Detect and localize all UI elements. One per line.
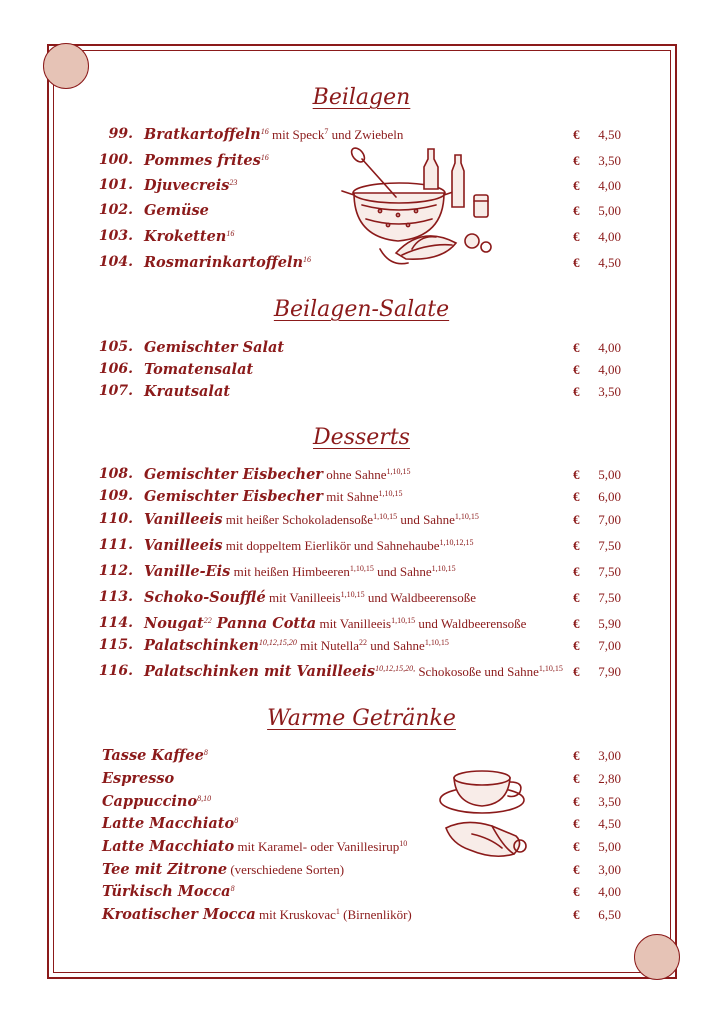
item-description [323,467,411,482]
description-text: mit Vanilleeis [316,616,392,631]
section-title-beilagen: Beilagen [312,85,411,110]
euro-sign: € [573,127,580,142]
description-text: mit Vanilleeis [265,590,341,605]
corner-ornament-top-left [43,43,89,89]
euro-sign: € [573,538,580,553]
item-name: Espresso [102,770,175,787]
item-description [269,127,404,142]
item-description [223,538,474,553]
item-name: Krautsalat [144,383,231,400]
item-allergen-codes: 16 [226,229,235,238]
item-price: 7,50 [598,590,621,605]
item-price: 4,50 [598,816,621,831]
item-allergen-codes: 10,12,15,20, [375,664,416,673]
menu-item-row [0,747,723,767]
item-number: 107. [98,383,133,399]
description-allergen-codes: 1,10,15 [378,489,403,498]
item-name-line [144,563,456,580]
item-allergen-codes: 8,10 [197,794,212,803]
menu-item-row [0,906,723,926]
description-allergen-codes: 1,10,15 [538,664,563,673]
description-allergen-codes: 1,10,15 [349,564,374,573]
item-price: 3,00 [598,862,621,877]
item-price: 4,00 [598,178,621,193]
euro-sign: € [573,203,580,218]
euro-sign: € [573,616,580,631]
description-text-2: und Waldbeerensoße [364,590,477,605]
kitchen-illustration [340,145,500,270]
item-price: 2,80 [598,771,621,786]
menu-item-row [0,589,723,609]
item-name-line [144,383,230,400]
description-allergen-codes: 22 [359,638,368,647]
item-name-line [102,883,235,900]
item-number: 111. [98,537,133,553]
euro-sign: € [573,362,580,377]
euro-sign: € [573,771,580,786]
item-price: 4,50 [598,127,621,142]
euro-sign: € [573,564,580,579]
description-text-2: und Waldbeerensoße [415,616,527,631]
item-number: 105. [98,339,133,355]
item-number: 102. [98,202,133,218]
euro-sign: € [573,178,580,193]
item-name: Tasse Kaffee [102,747,204,764]
item-price: 4,00 [598,340,621,355]
item-name: Palatschinken [144,637,259,654]
item-price: 7,50 [598,538,621,553]
description-text: ohne Sahne [322,467,387,482]
description-allergen-codes: 1 [335,907,340,916]
description-text: Schokosoße und Sahne [415,664,539,679]
item-name: Gemischter Eisbecher [144,488,323,505]
menu-item-row [0,637,723,657]
item-name-second: Panna Cotta [211,615,317,632]
menu-item-row [0,770,723,790]
item-name-line [102,793,211,810]
item-allergen-codes: 8 [230,884,235,893]
item-description [230,564,455,579]
item-name: Gemischter Salat [144,339,285,356]
item-allergen-codes: 16 [303,255,312,264]
euro-sign: € [573,153,580,168]
description-text: mit Nutella [296,638,360,653]
description-text-2: und Sahne [367,638,425,653]
item-price: 4,00 [598,884,621,899]
menu-item-row [0,793,723,813]
item-name-line [102,838,407,855]
description-allergen-codes-2: 1,10,15 [431,564,456,573]
item-name-line [144,637,449,654]
euro-sign: € [573,862,580,877]
item-name-line [144,152,269,169]
item-name: Palatschinken mit Vanilleeis [144,663,376,680]
item-name-line [144,228,234,245]
item-name-line [144,361,253,378]
item-price: 7,00 [598,638,621,653]
menu-item-row [0,488,723,508]
euro-sign: € [573,255,580,270]
item-name-line [102,815,238,832]
item-description [234,839,407,854]
menu-item-row [0,615,723,635]
description-allergen-codes: 7 [324,127,329,136]
description-allergen-codes-2: 1,10,15 [454,512,479,521]
item-name-line [102,861,344,878]
item-name: Latte Macchiato [102,815,235,832]
item-name: Djuvecreis [144,177,230,194]
item-number: 101. [98,177,133,193]
description-allergen-codes-2: 1,10,15 [424,638,449,647]
item-description [256,907,412,922]
item-allergen-codes: 10,12,15,20 [258,638,297,647]
description-text-2: und Sahne [373,564,432,579]
item-name-line [144,537,474,554]
item-name: Cappuccino [102,793,198,810]
description-text: mit Kruskovac [255,907,336,922]
item-name: Kroatischer Mocca [102,906,256,923]
euro-sign: € [573,590,580,605]
item-name: Tee mit Zitrone [102,861,228,878]
description-text-2: und Sahne [397,512,455,527]
euro-sign: € [573,884,580,899]
item-name-line [144,202,209,219]
item-number: 112. [98,563,133,579]
menu-item-row [0,838,723,858]
euro-sign: € [573,816,580,831]
euro-sign: € [573,489,580,504]
euro-sign: € [573,638,580,653]
description-allergen-codes: 1,10,15 [386,467,411,476]
item-number: 113. [98,589,133,605]
item-name-line [144,663,563,680]
item-price: 5,00 [598,839,621,854]
item-name: Vanille-Eis [144,563,231,580]
euro-sign: € [573,794,580,809]
item-allergen-codes: 22 [203,616,212,625]
item-number: 104. [98,254,133,270]
item-number: 106. [98,361,133,377]
item-allergen-codes: 8 [203,748,208,757]
item-number: 99. [108,126,133,142]
menu-item-row [0,537,723,557]
item-name-line [144,126,403,143]
item-name: Tomatensalat [144,361,254,378]
menu-item-row [0,861,723,881]
item-name-line [144,339,284,356]
item-name: Schoko-Soufflé [144,589,266,606]
item-price: 3,50 [598,384,621,399]
item-price: 4,50 [598,255,621,270]
item-price: 5,00 [598,467,621,482]
section-title-getraenke: Warme Getränke [267,706,456,731]
item-allergen-codes: 23 [229,178,238,187]
item-name: Rosmarinkartoffeln [144,254,304,271]
description-text: mit doppeltem Eierlikör und Sahnehaube [222,538,440,553]
description-text: mit heißer Schokoladensoße [222,512,374,527]
euro-sign: € [573,384,580,399]
description-text-2: und Zwiebeln [328,127,404,142]
description-text: mit Speck [268,127,325,142]
menu-item-row [0,126,723,146]
item-allergen-codes: 8 [234,816,239,825]
euro-sign: € [573,512,580,527]
item-number: 116. [98,663,133,679]
item-price: 7,00 [598,512,621,527]
item-name: Kroketten [144,228,227,245]
coffee-cup-illustration [432,764,538,868]
euro-sign: € [573,340,580,355]
menu-item-row [0,361,723,381]
item-name: Vanilleeis [144,537,223,554]
item-name-line [144,488,403,505]
item-name: Latte Macchiato [102,838,235,855]
item-number: 115. [98,637,133,653]
euro-sign: € [573,467,580,482]
item-number: 109. [98,488,133,504]
item-price: 7,50 [598,564,621,579]
item-name: Pommes frites [144,152,261,169]
description-allergen-codes: 1,10,15 [340,590,365,599]
item-price: 6,50 [598,907,621,922]
item-description [415,664,563,679]
item-price: 4,00 [598,362,621,377]
item-description [266,590,476,605]
description-text-2: (Birnenlikör) [339,907,412,922]
item-price: 3,50 [598,794,621,809]
item-description [297,638,449,653]
euro-sign: € [573,839,580,854]
description-allergen-codes: 1,10,12,15 [439,538,474,547]
description-text: mit Sahne [322,489,379,504]
description-allergen-codes: 1,10,15 [391,616,416,625]
menu-item-row [0,383,723,403]
description-text: mit Karamel- oder Vanillesirup [234,839,400,854]
item-allergen-codes: 16 [260,127,269,136]
item-name-line [144,177,237,194]
item-name-line [144,511,479,528]
item-number: 108. [98,466,133,482]
item-name-line [144,254,311,271]
euro-sign: € [573,664,580,679]
item-name: Nougat [144,615,204,632]
item-price: 3,00 [598,748,621,763]
euro-sign: € [573,229,580,244]
item-description [323,489,403,504]
item-allergen-codes: 16 [260,153,269,162]
euro-sign: € [573,907,580,922]
item-name-line [144,615,526,632]
menu-item-row [0,339,723,359]
item-name: Gemischter Eisbecher [144,466,323,483]
euro-sign: € [573,748,580,763]
description-allergen-codes: 1,10,15 [373,512,398,521]
item-description [227,862,344,877]
menu-item-row [0,466,723,486]
item-number: 103. [98,228,133,244]
description-allergen-codes: 10 [399,839,408,848]
item-description [223,512,479,527]
item-name: Vanilleeis [144,511,223,528]
item-price: 3,50 [598,153,621,168]
description-text: mit heißen Himbeeren [230,564,350,579]
item-price: 5,90 [598,616,621,631]
menu-item-row [0,815,723,835]
section-title-salate: Beilagen-Salate [273,297,450,322]
item-price: 4,00 [598,229,621,244]
item-name: Gemüse [144,202,209,219]
menu-item-row [0,883,723,903]
section-title-desserts: Desserts [313,425,410,450]
menu-item-row [0,663,723,683]
item-number: 100. [98,152,133,168]
item-name: Bratkartoffeln [144,126,261,143]
item-description [316,616,526,631]
item-number: 114. [98,615,133,631]
menu-item-row [0,511,723,531]
item-name-line [102,747,208,764]
item-name: Türkisch Mocca [102,883,231,900]
item-number: 110. [98,511,133,527]
item-price: 7,90 [598,664,621,679]
menu-item-row [0,563,723,583]
item-name-line [144,589,476,606]
item-price: 5,00 [598,203,621,218]
item-name-line [102,770,174,787]
description-text: (verschiedene Sorten) [227,862,345,877]
item-name-line [144,466,410,483]
item-name-line [102,906,412,923]
corner-ornament-bottom-right [634,934,680,980]
item-price: 6,00 [598,489,621,504]
